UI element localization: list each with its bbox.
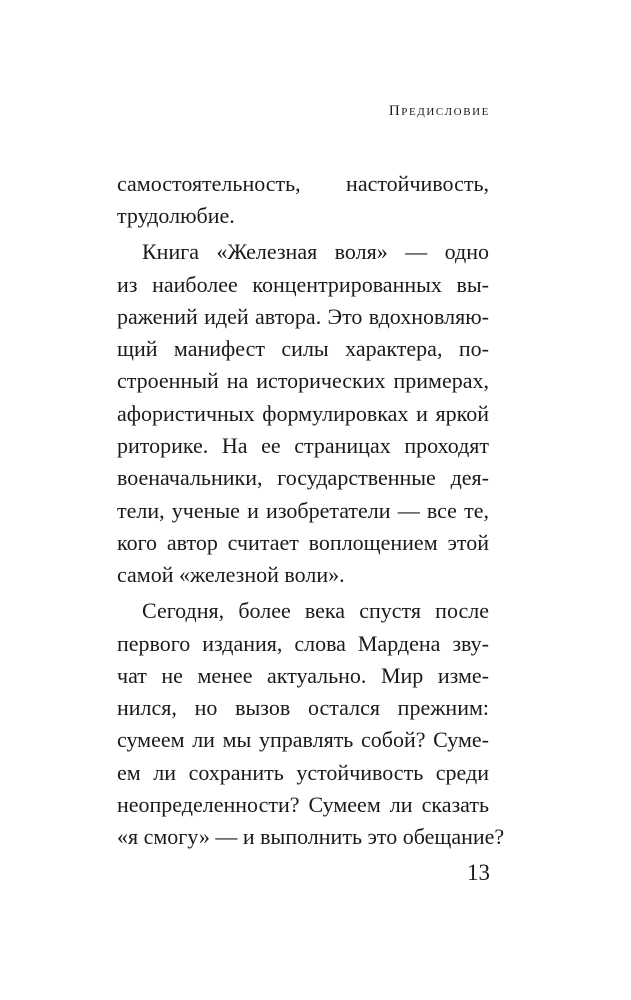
text-line: сумеем ли мы управлять собой? Суме- [117, 727, 489, 753]
text-line: военачальники, государственные дея- [117, 465, 489, 491]
text-line: самостоятельность, настойчивость, [117, 171, 489, 196]
text-line: чат не менее актуально. Мир изме- [117, 662, 489, 688]
text-line: из наиболее концентрированных вы- [117, 271, 489, 297]
body-text [117, 168, 505, 854]
text-line: афористичных формулировках и яркой [117, 400, 489, 426]
page-number: 13 [467, 860, 490, 885]
text-line: кого автор считает воплощением этой [117, 529, 489, 555]
text-line: нился, но вызов остался прежним: [117, 695, 489, 721]
text-line: «я смогу» — и выполнить это обещание? [117, 824, 505, 850]
text-line: самой «железной воли». [117, 562, 345, 588]
text-line: трудолюбие. [117, 203, 235, 229]
text-line: риторике. На ее страницах проходят [117, 433, 489, 459]
text-line: Сегодня, более века спустя после [142, 598, 489, 624]
running-head: Предисловие [388, 103, 490, 119]
text-line: щий манифест силы характера, по- [117, 336, 489, 362]
text-line: Книга «Железная воля» — одно [142, 239, 489, 265]
text-line: ражений идей автора. Это вдохновляю- [117, 303, 489, 329]
text-line: тели, ученые и изобретатели — все те, [117, 497, 489, 523]
text-line: неопределенности? Сумеем ли сказать [117, 792, 489, 818]
text-line: ем ли сохранить устойчивость среди [117, 759, 489, 785]
text-line: первого издания, слова Мардена зву- [117, 630, 489, 656]
text-line: строенный на исторических примерах, [117, 368, 489, 394]
